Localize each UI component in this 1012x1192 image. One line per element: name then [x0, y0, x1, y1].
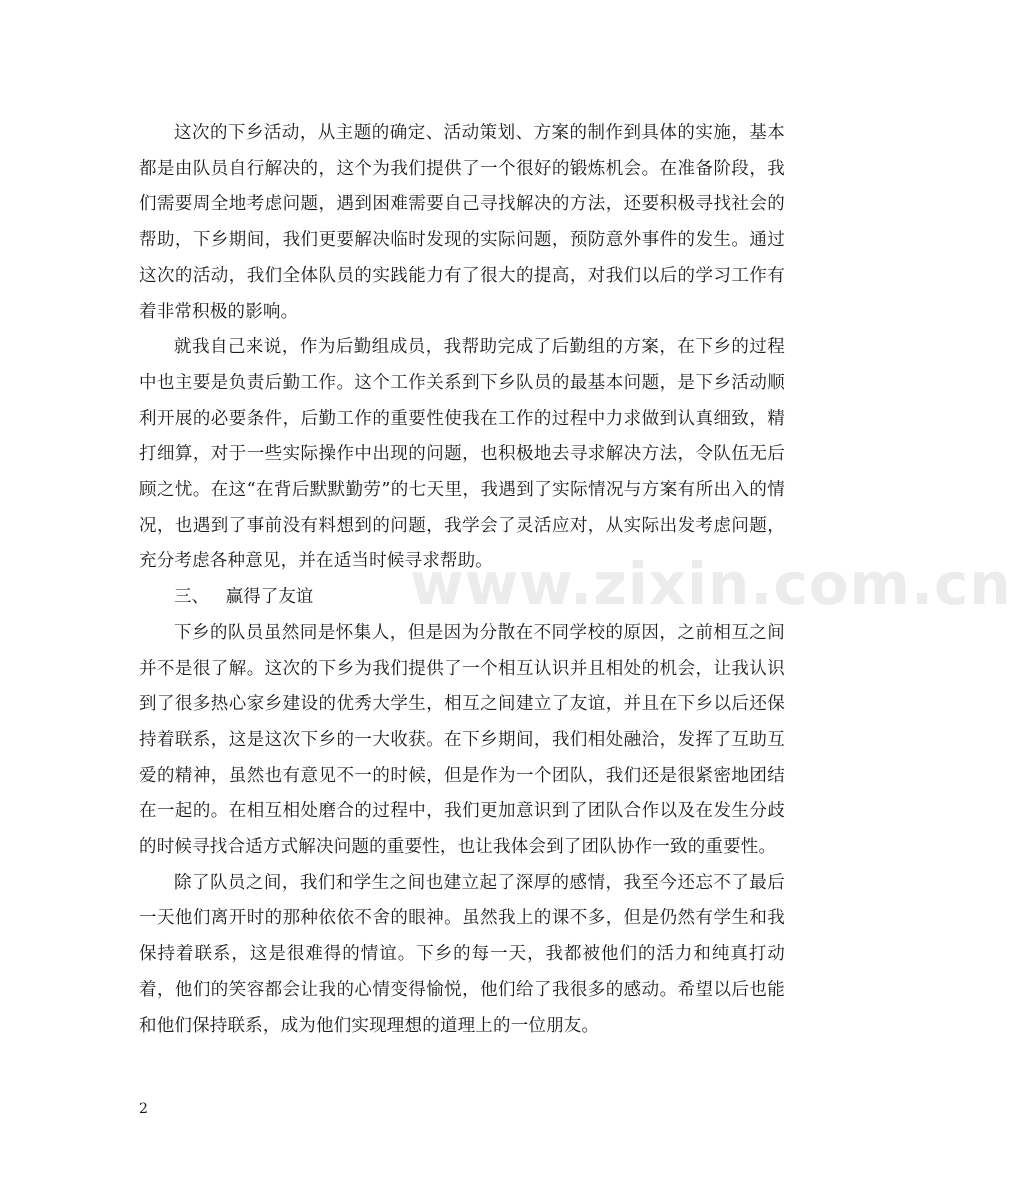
- page-number: 2: [139, 1101, 148, 1117]
- section-heading-friendship: 三、 赢得了友谊: [174, 587, 314, 608]
- paragraph-logistics-role: 就我自己来说，作为后勤组成员，我帮助完成了后勤组的方案，在下乡的过程中也主要是负责后勤工作。这个工作关系到下乡队员的最基本问题，是下乡活动顺利开展的必要条件，后勤工作的重要性使我在工作的过程中力求做到认真细致，精打细算，对于一些实际操作中出现的问题，也积极地去寻求解决方法，令队伍无后顾之忧。在这“在背后默默勤劳”的七天里，我遇到了实际情况与方案有所出入的情况，也遇到了事前没有料想到的问题，我学会了灵活应对，从实际出发考虑问题，充分考虑各种意见，并在适当时候寻求帮助。: [139, 337, 785, 572]
- paragraph-activity-reflection: 这次的下乡活动，从主题的确定、活动策划、方案的制作到具体的实施，基本都是由队员自行解决的，这个为我们提供了一个很好的锻炼机会。在准备阶段，我们需要周全地考虑问题，遇到困难需要自己寻找解决的方法，还要积极寻找社会的帮助，下乡期间，我们更要解决临时发现的实际问题，预防意外事件的发生。通过这次的活动，我们全体队员的实践能力有了很大的提高，对我们以后的学习工作有着非常积极的影响。: [139, 123, 785, 322]
- site-watermark: www.zixin.com.cn: [410, 550, 1012, 618]
- paragraph-team-friendship: 下乡的队员虽然同是怀集人，但是因为分散在不同学校的原因，之前相互之间并不是很了解。这次的下乡为我们提供了一个相互认识并且相处的机会，让我认识到了很多热心家乡建设的优秀大学生，相互之间建立了友谊，并且在下乡以后还保持着联系，这是这次下乡的一大收获。在下乡期间，我们相处融洽，发挥了互助互爱的精神，虽然也有意见不一的时候，但是作为一个团队，我们还是很紧密地团结在一起的。在相互相处磨合的过程中，我们更加意识到了团队合作以及在发生分歧的时候寻找合适方式解决问题的重要性，也让我体会到了团队协作一致的重要性。: [139, 622, 785, 858]
- document-body: [139, 116, 785, 1044]
- paragraph-students-bond: 除了队员之间，我们和学生之间也建立起了深厚的感情，我至今还忘不了最后一天他们离开时的那种依依不舍的眼神。虽然我上的课不多，但是仍然有学生和我保持着联系，这是很难得的情谊。下乡的每一天，我都被他们的活力和纯真打动着，他们的笑容都会让我的心情变得愉悦，他们给了我很多的感动。希望以后也能和他们保持联系，成为他们实现理想的道理上的一位朋友。: [139, 872, 785, 1036]
